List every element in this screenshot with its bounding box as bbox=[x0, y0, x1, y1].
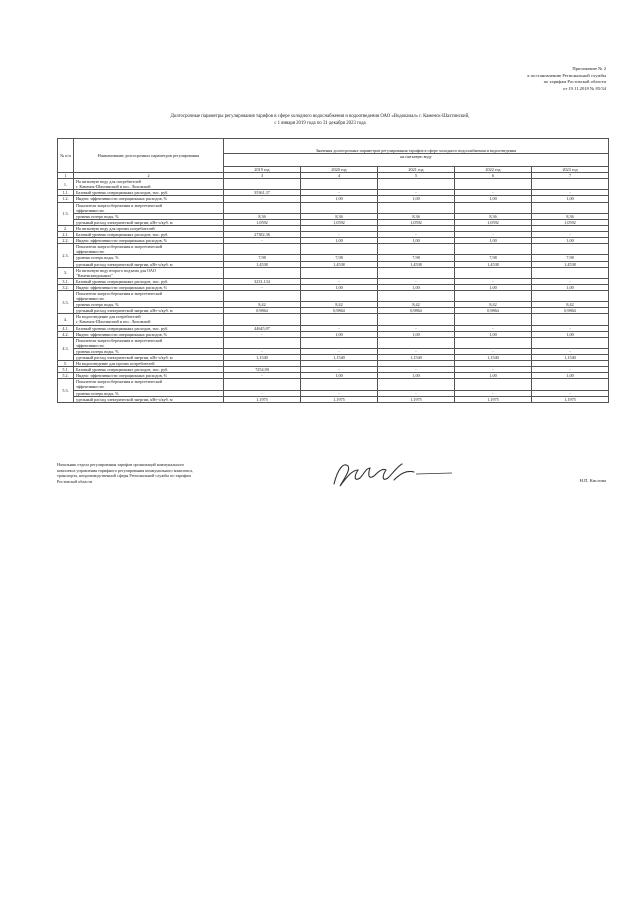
row-name: Индекс эффективности операционных расходов, % bbox=[74, 331, 224, 337]
value-cell: - bbox=[532, 390, 609, 396]
value-cell: 8,36 bbox=[378, 213, 455, 219]
section-heading bbox=[74, 314, 224, 325]
energy-title-row bbox=[58, 202, 609, 213]
empty-cell bbox=[455, 179, 532, 190]
empty-cell bbox=[301, 379, 378, 390]
energy-title bbox=[74, 244, 224, 255]
section-heading-row bbox=[58, 179, 609, 190]
value-cell: 1,00 bbox=[455, 373, 532, 379]
empty-cell bbox=[455, 337, 532, 348]
value-cell: - bbox=[378, 390, 455, 396]
row-number: 4.2. bbox=[58, 331, 74, 337]
value-cell: - bbox=[301, 325, 378, 331]
value-cell: - bbox=[378, 348, 455, 354]
section-heading bbox=[74, 267, 224, 278]
value-cell: - bbox=[455, 278, 532, 284]
value-cell: 7,98 bbox=[455, 255, 532, 261]
empty-cell bbox=[378, 179, 455, 190]
section-heading-line: На водоотведение для потребителей bbox=[76, 314, 141, 320]
empty-cell bbox=[301, 337, 378, 348]
empty-cell bbox=[224, 202, 301, 213]
header-values-title: Значения долгосрочных параметров регулирования тарифов в сфере холодного водоснабжения и водоотведения bbox=[224, 139, 609, 154]
row-number: 5.1. bbox=[58, 367, 74, 373]
header-no: № п/п bbox=[58, 139, 74, 173]
value-cell: - bbox=[224, 331, 301, 337]
section-heading-line: На питьевую воду второго подъема для ОАО bbox=[76, 267, 156, 273]
header-subtitle: на питьевую воду bbox=[224, 154, 609, 167]
energy-title-line: Показатели энергосбережения и энергетической bbox=[76, 379, 163, 385]
empty-cell bbox=[301, 179, 378, 190]
value-cell: 7,98 bbox=[532, 255, 609, 261]
value-cell: 7,98 bbox=[301, 255, 378, 261]
value-cell: 8,36 bbox=[224, 213, 301, 219]
value-cell: 1,4538 bbox=[301, 261, 378, 267]
year-cell: 2023 год bbox=[532, 167, 609, 173]
empty-cell bbox=[224, 379, 301, 390]
value-cell: - bbox=[455, 190, 532, 196]
title-line: Долгосрочные параметры регулирования тарифов в сфере холодного водоснабжения и водоотведения ОАО «Водоканал» г. Каменск-Шахтинский, bbox=[170, 114, 470, 119]
empty-cell bbox=[532, 179, 609, 190]
section-heading-line: г. Каменск-Шахтинский и пос. Лиховской bbox=[76, 184, 151, 190]
value-cell: 0,9864 bbox=[224, 308, 301, 314]
position-line: комплекса управления тарифного регулирования коммунального комплекса, bbox=[57, 467, 194, 473]
value-cell: - bbox=[224, 284, 301, 290]
energy-title-row bbox=[58, 337, 609, 348]
signatory-position bbox=[57, 462, 237, 485]
value-cell: 1,00 bbox=[532, 331, 609, 337]
value-cell: 0,9864 bbox=[532, 308, 609, 314]
row-number: 5.3. bbox=[58, 379, 74, 402]
row-number: 4.1. bbox=[58, 325, 74, 331]
value-cell: - bbox=[224, 196, 301, 202]
section-heading-line: "Каменскводоканал" bbox=[76, 272, 113, 278]
row-name: Базовый уровень операционных расходов, тыс. руб. bbox=[74, 278, 224, 284]
value-cell: - bbox=[455, 232, 532, 238]
section-number: 3. bbox=[58, 267, 74, 278]
title-line: с 1 января 2019 года по 31 декабря 2023 года bbox=[274, 120, 366, 126]
value-cell: 1,1975 bbox=[532, 396, 609, 402]
value-cell: 1,00 bbox=[378, 196, 455, 202]
value-cell: - bbox=[455, 367, 532, 373]
empty-cell bbox=[224, 290, 301, 301]
elec-label: удельный расход электрической энергии, кВт·ч/куб. м bbox=[74, 261, 224, 267]
signature-image bbox=[328, 456, 458, 492]
value-cell: 1,1975 bbox=[224, 396, 301, 402]
value-cell: 1,00 bbox=[532, 284, 609, 290]
value-cell: 1,00 bbox=[378, 238, 455, 244]
value-cell: 1,00 bbox=[301, 196, 378, 202]
energy-title-line: эффективности: bbox=[76, 384, 105, 390]
elec-label: удельный расход электрической энергии, кВт·ч/куб. м bbox=[74, 308, 224, 314]
section-heading-line: На питьевую воду для потребителей bbox=[76, 179, 141, 185]
section-heading-line: На водоотведение для прочих потребителей bbox=[76, 361, 155, 367]
value-cell: 1,00 bbox=[378, 284, 455, 290]
value-cell: - bbox=[532, 190, 609, 196]
energy-title bbox=[74, 202, 224, 213]
position-line: Ростовской области bbox=[57, 479, 93, 485]
position-line: Начальник отдела регулирования тарифов организаций коммунального bbox=[57, 462, 185, 467]
energy-title-line: эффективности: bbox=[76, 249, 105, 255]
row-name: Базовый уровень операционных расходов, тыс. руб. bbox=[74, 232, 224, 238]
section-heading-line: На питьевую воду для прочих потребителей bbox=[76, 225, 155, 231]
value-cell: 7,98 bbox=[224, 255, 301, 261]
value-cell: - bbox=[301, 278, 378, 284]
empty-cell bbox=[378, 379, 455, 390]
empty-cell bbox=[224, 244, 301, 255]
empty-cell bbox=[455, 314, 532, 325]
empty-cell bbox=[455, 244, 532, 255]
value-cell: 1,1540 bbox=[378, 355, 455, 361]
value-cell: 8,36 bbox=[532, 213, 609, 219]
value-cell: 8,42 bbox=[532, 302, 609, 308]
value-cell: - bbox=[378, 367, 455, 373]
row-number: 5.2. bbox=[58, 373, 74, 379]
loss-label: уровень потерь воды, % bbox=[74, 213, 224, 219]
value-cell: 1,00 bbox=[455, 284, 532, 290]
section-heading-row bbox=[58, 267, 609, 278]
row-name: Индекс эффективности операционных расходов, % bbox=[74, 373, 224, 379]
value-cell: - bbox=[224, 390, 301, 396]
empty-cell bbox=[532, 244, 609, 255]
col-number: 2 bbox=[74, 173, 224, 179]
value-cell: 1,0592 bbox=[532, 219, 609, 225]
col-number: 3 bbox=[224, 173, 301, 179]
row-number: 2.2. bbox=[58, 238, 74, 244]
empty-cell bbox=[455, 290, 532, 301]
section-number: 1. bbox=[58, 179, 74, 190]
document-title bbox=[60, 114, 580, 127]
appendix-line: от 19.11.2018 № 85/34 bbox=[562, 85, 606, 91]
empty-cell bbox=[224, 337, 301, 348]
value-cell: - bbox=[301, 367, 378, 373]
empty-cell bbox=[301, 314, 378, 325]
row-number: 1.1. bbox=[58, 190, 74, 196]
empty-cell bbox=[378, 337, 455, 348]
appendix-block bbox=[527, 66, 606, 92]
energy-title-line: Показатели энергосбережения и энергетической bbox=[76, 244, 163, 250]
row-number: 4.3. bbox=[58, 337, 74, 360]
section-number: 2. bbox=[58, 225, 74, 231]
empty-cell bbox=[455, 379, 532, 390]
empty-cell bbox=[301, 244, 378, 255]
value-cell: 3231,134 bbox=[224, 278, 301, 284]
value-cell: - bbox=[301, 232, 378, 238]
empty-cell bbox=[301, 202, 378, 213]
empty-cell bbox=[224, 179, 301, 190]
section-number: 5. bbox=[58, 361, 74, 367]
energy-title-row bbox=[58, 290, 609, 301]
value-cell: - bbox=[532, 278, 609, 284]
value-cell: - bbox=[224, 348, 301, 354]
value-cell: - bbox=[455, 348, 532, 354]
value-cell: 1,00 bbox=[378, 331, 455, 337]
value-cell: 1,00 bbox=[301, 331, 378, 337]
appendix-line: Приложение № 2 bbox=[572, 66, 606, 71]
empty-cell bbox=[532, 337, 609, 348]
value-cell: 1,4538 bbox=[378, 261, 455, 267]
col-number: 4 bbox=[301, 173, 378, 179]
row-number: 1.3. bbox=[58, 202, 74, 225]
value-cell: 1,00 bbox=[378, 373, 455, 379]
row-number: 2.1. bbox=[58, 232, 74, 238]
value-cell: - bbox=[224, 373, 301, 379]
empty-cell bbox=[532, 379, 609, 390]
value-cell: - bbox=[378, 232, 455, 238]
elec-label: удельный расход электрической энергии, кВт·ч/куб. м bbox=[74, 396, 224, 402]
value-cell: 1,00 bbox=[455, 238, 532, 244]
loss-label: уровень потерь воды, % bbox=[74, 302, 224, 308]
energy-title bbox=[74, 379, 224, 390]
value-cell: - bbox=[532, 348, 609, 354]
value-cell: 0,9864 bbox=[301, 308, 378, 314]
value-cell: 1,1540 bbox=[455, 355, 532, 361]
empty-cell bbox=[532, 314, 609, 325]
value-cell: 1,0592 bbox=[378, 219, 455, 225]
value-cell: 1,00 bbox=[455, 196, 532, 202]
row-name: Базовый уровень операционных расходов, тыс. руб. bbox=[74, 325, 224, 331]
energy-title-line: эффективности: bbox=[76, 342, 105, 348]
empty-cell bbox=[455, 267, 532, 278]
value-cell: 0,9864 bbox=[455, 308, 532, 314]
header-row bbox=[58, 139, 609, 154]
empty-cell bbox=[378, 244, 455, 255]
loss-label: уровень потерь воды, % bbox=[74, 348, 224, 354]
value-cell: 7,98 bbox=[378, 255, 455, 261]
empty-cell bbox=[378, 267, 455, 278]
value-cell: 1,4538 bbox=[532, 261, 609, 267]
empty-cell bbox=[378, 290, 455, 301]
parameters-table bbox=[57, 138, 609, 403]
energy-title-line: Показатели энергосбережения и энергетической bbox=[76, 337, 163, 343]
value-cell: 1,1540 bbox=[532, 355, 609, 361]
value-cell: 7254,90 bbox=[224, 367, 301, 373]
appendix-line: по тарифам Ростовской области bbox=[543, 79, 606, 85]
value-cell: 1,00 bbox=[532, 196, 609, 202]
value-cell: 1,1540 bbox=[301, 355, 378, 361]
year-cell: 2022 год bbox=[455, 167, 532, 173]
value-cell: 1,00 bbox=[301, 238, 378, 244]
row-name: Базовый уровень операционных расходов, тыс. руб. bbox=[74, 367, 224, 373]
value-cell: - bbox=[378, 325, 455, 331]
value-cell: 8,42 bbox=[224, 302, 301, 308]
value-cell: 1,1975 bbox=[378, 396, 455, 402]
energy-title-line: эффективности: bbox=[76, 296, 105, 302]
position-line: транспорта, непроизводственной сферы Региональной службы по тарифам bbox=[57, 473, 191, 479]
empty-cell bbox=[532, 290, 609, 301]
row-number: 3.3. bbox=[58, 290, 74, 313]
value-cell: 1,1975 bbox=[455, 396, 532, 402]
empty-cell bbox=[224, 267, 301, 278]
empty-cell bbox=[224, 314, 301, 325]
value-cell: 1,00 bbox=[301, 373, 378, 379]
empty-cell bbox=[455, 202, 532, 213]
row-number: 3.2. bbox=[58, 284, 74, 290]
energy-title-line: Показатели энергосбережения и энергетической bbox=[76, 202, 163, 208]
year-cell: 2020 год bbox=[301, 167, 378, 173]
value-cell: - bbox=[532, 232, 609, 238]
energy-title bbox=[74, 337, 224, 348]
appendix-line: к постановлению Региональной службы bbox=[527, 72, 606, 78]
value-cell: 1,00 bbox=[532, 373, 609, 379]
header-name: Наименование долгосрочных параметров регулирования bbox=[74, 139, 224, 173]
empty-cell bbox=[532, 267, 609, 278]
value-cell: - bbox=[224, 238, 301, 244]
value-cell: 1,00 bbox=[532, 238, 609, 244]
value-cell: 8,42 bbox=[301, 302, 378, 308]
value-cell: - bbox=[378, 190, 455, 196]
value-cell: 27382,36 bbox=[224, 232, 301, 238]
row-name: Индекс эффективности операционных расходов, % bbox=[74, 238, 224, 244]
empty-cell bbox=[301, 290, 378, 301]
value-cell: 1,0592 bbox=[301, 219, 378, 225]
energy-title-row bbox=[58, 379, 609, 390]
value-cell: - bbox=[301, 348, 378, 354]
elec-label: удельный расход электрической энергии, кВт·ч/куб. м bbox=[74, 219, 224, 225]
empty-cell bbox=[378, 314, 455, 325]
signatory-name: Н.П. Кислова bbox=[579, 478, 606, 483]
year-cell: 2021 год bbox=[378, 167, 455, 173]
row-name: Базовый уровень операционных расходов, тыс. руб. bbox=[74, 190, 224, 196]
col-number: 5 bbox=[378, 173, 455, 179]
empty-cell bbox=[378, 202, 455, 213]
value-cell: 1,1975 bbox=[301, 396, 378, 402]
value-cell: - bbox=[532, 367, 609, 373]
row-number: 1.2. bbox=[58, 196, 74, 202]
row-name: Индекс эффективности операционных расходов, % bbox=[74, 196, 224, 202]
loss-label: уровень потерь воды, % bbox=[74, 255, 224, 261]
value-cell: 35361,37 bbox=[224, 190, 301, 196]
value-cell: 1,4538 bbox=[224, 261, 301, 267]
energy-title-row bbox=[58, 244, 609, 255]
value-cell: - bbox=[378, 278, 455, 284]
section-heading-line: г. Каменск-Шахтинский и пос. Лиховской bbox=[76, 319, 151, 325]
empty-cell bbox=[301, 267, 378, 278]
value-cell: 8,42 bbox=[455, 302, 532, 308]
value-cell: 1,4538 bbox=[455, 261, 532, 267]
loss-label: уровень потерь воды, % bbox=[74, 390, 224, 396]
empty-cell bbox=[532, 202, 609, 213]
table-body bbox=[58, 139, 609, 403]
energy-title-line: Показатели энергосбережения и энергетической bbox=[76, 290, 163, 296]
section-heading-row bbox=[58, 314, 609, 325]
row-number: 2.3. bbox=[58, 244, 74, 267]
value-cell: 8,36 bbox=[301, 213, 378, 219]
value-cell: 8,42 bbox=[378, 302, 455, 308]
value-cell: 1,0592 bbox=[224, 219, 301, 225]
row-name: Индекс эффективности операционных расходов, % bbox=[74, 284, 224, 290]
value-cell: - bbox=[301, 390, 378, 396]
col-number: 7 bbox=[532, 173, 609, 179]
value-cell: - bbox=[532, 325, 609, 331]
energy-title-line: эффективности: bbox=[76, 207, 105, 213]
col-number: 6 bbox=[455, 173, 532, 179]
section-heading bbox=[74, 179, 224, 190]
value-cell: 0,9864 bbox=[378, 308, 455, 314]
col-number: 1 bbox=[58, 173, 74, 179]
value-cell: 44645,97 bbox=[224, 325, 301, 331]
value-cell: - bbox=[455, 390, 532, 396]
elec-label: удельный расход электрической энергии, кВт·ч/куб. м bbox=[74, 355, 224, 361]
energy-title bbox=[74, 290, 224, 301]
value-cell: - bbox=[301, 190, 378, 196]
row-number: 3.1. bbox=[58, 278, 74, 284]
value-cell: 1,1540 bbox=[224, 355, 301, 361]
value-cell: 8,36 bbox=[455, 213, 532, 219]
value-cell: 1,0592 bbox=[455, 219, 532, 225]
year-cell: 2019 год bbox=[224, 167, 301, 173]
value-cell: 1,00 bbox=[301, 284, 378, 290]
value-cell: - bbox=[455, 325, 532, 331]
section-number: 4. bbox=[58, 314, 74, 325]
energy-elec-row bbox=[58, 396, 609, 402]
value-cell: 1,00 bbox=[455, 331, 532, 337]
